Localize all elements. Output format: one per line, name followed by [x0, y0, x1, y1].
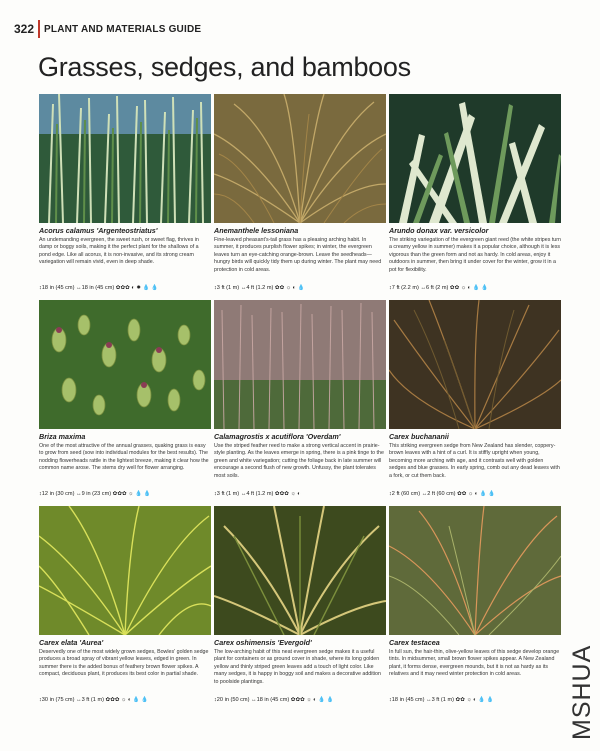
plant-description: This striking evergreen sedge from New Zealand has slender, coppery-brown leaves with a hint of a curl. It is stiffly upright when young, becoming more arching with age, and it contrasts well with golden sedges and blue grasses. In early spring, comb out any dead leaves with a fork, or cut them back. — [389, 442, 560, 479]
section-title: PLANT AND MATERIALS GUIDE — [44, 23, 202, 35]
plant-size-and-care: ↕3 ft (1 m) ↔4 ft (1.2 m) ✿✿ ☼ ◐ 💧 — [214, 284, 305, 291]
plant-card — [39, 94, 211, 292]
plant-size-and-care: ↕30 in (75 cm) ↔3 ft (1 m) ✿✿✿ ☼ ◐ 💧 💧 — [39, 696, 149, 703]
plant-name: Acorus calamus 'Argenteostriatus' — [39, 226, 158, 235]
plant-photo-briza — [39, 300, 211, 429]
plant-card — [214, 506, 386, 704]
plant-description: In full sun, the hair-thin, olive-yellow leaves of this sedge develop orange tints. In midsummer, small brown flower spikes appear. A New Zealand plant, it forms dense, evergreen mounds, but it is not as hardy as its relatives and it may need winter protection in cold areas. — [389, 648, 560, 678]
plant-photo-carex-elata — [39, 506, 211, 635]
plant-description: An undemanding evergreen, the sweet rush, or sweet flag, thrives in damp or boggy soils, making it the perfect plant for the shallows of a pond edge. Like all acorus, it is non-invasive, and its strong cream variegation will remain vivid, even in deep shade. — [39, 236, 199, 266]
plant-name: Carex testacea — [389, 638, 440, 647]
plant-name: Carex oshimensis 'Evergold' — [214, 638, 312, 647]
plant-card — [39, 300, 211, 498]
plant-size-and-care: ↕12 in (30 cm) ↔9 in (23 cm) ✿✿✿ ☼ 💧 💧 — [39, 490, 151, 497]
page-title: Grasses, sedges, and bamboos — [38, 52, 411, 82]
plant-card — [39, 506, 211, 704]
plant-description: Use the striped feather reed to make a strong vertical accent in prairie-style planting. As the leaves emerge in spring, there is a pink tinge to the green and white variegation; cutting the foliage back in late summer will encourage a second flush of new growth. Unfussy, the plant tolerates most soils. — [214, 442, 384, 479]
page-number: 322 — [14, 22, 35, 36]
plant-size-and-care: ↕18 in (45 cm) ↔3 ft (1 m) ✿✿ ☼ ◐ 💧 💧 — [389, 696, 494, 703]
watermark-text: MSHUA — [568, 644, 596, 740]
plant-size-and-care: ↕7 ft (2.2 m) ↔6 ft (2 m) ✿✿ ☼ ◐ 💧 💧 — [389, 284, 488, 291]
plant-card — [214, 94, 386, 292]
plant-description: Fine-leaved pheasant's-tail grass has a pleasing arching habit. In summer, it produces purplish flower spikes; in winter, the evergreen leaves turn an eye-catching orange-brown. Leave the seedheads—hungry birds will quickly tidy them up during winter. The plant may need protection in cold areas. — [214, 236, 382, 273]
plant-size-and-care: ↕20 in (50 cm) ↔18 in (45 cm) ✿✿✿ ☼ ◐ 💧 💧 — [214, 696, 334, 703]
plant-size-and-care: ↕2 ft (60 cm) ↔2 ft (60 cm) ✿✿ ☼ ◐ 💧 💧 — [389, 490, 496, 497]
plant-photo-acorus — [39, 94, 211, 223]
plant-photo-anemanthele — [214, 94, 386, 223]
plant-size-and-care: ↕18 in (45 cm) ↔18 in (45 cm) ✿✿✿ ◐ ✹ 💧 💧 — [39, 284, 159, 291]
plant-name: Calamagrostis x acutiflora 'Overdam' — [214, 432, 341, 441]
plant-description: The low-arching habit of this neat evergreen sedge makes it a useful plant for containers or as ground cover in shade, where its long golden yellow and thinly striped green leaves add a touch of light color. Like many sedges, it is happy in boggy soil and makes a decorative addition to poolside plantings. — [214, 648, 381, 685]
plant-description: The striking variegation of the evergreen giant reed (the white stripes turn a creamy yellow in summer) makes it a popular choice, although it is less vigorous than the green form and not as hardy. In cold areas, enjoy it outdoors in summer, then bring it under cover for the winter, grow it in a pot for flexibility. — [389, 236, 561, 273]
plant-photo-carex-buchananii — [389, 300, 561, 429]
plant-photo-arundo — [389, 94, 561, 223]
plant-description: One of the most attractive of the annual grasses, quaking grass is easy to grow from seed (sow into individual modules for the best results). The nodding flowerheads rattle in the lightest breeze, making it clear how the common name arose. The stems dry well for flower arranging. — [39, 442, 209, 472]
plant-card — [389, 506, 561, 704]
plant-card — [214, 300, 386, 498]
plant-name: Anemanthele lessoniana — [214, 226, 299, 235]
plant-photo-calamagrostis — [214, 300, 386, 429]
plant-photo-carex-oshimensis — [214, 506, 386, 635]
watermark — [562, 600, 600, 746]
plant-size-and-care: ↕3 ft (1 m) ↔4 ft (1.2 m) ✿✿✿ ☼ ◐ — [214, 490, 301, 497]
page-header — [14, 20, 201, 38]
plant-name: Carex elata 'Aurea' — [39, 638, 104, 647]
header-divider — [38, 20, 40, 38]
plant-description: Deservedly one of the most widely grown sedges, Bowles' golden sedge produces a broad spray of vibrant yellow leaves, edged in green. In summer there is the added bonus of feathery brown flower spikes. A compact, deciduous plant, it produces its best color in partial shade. — [39, 648, 209, 678]
plant-name: Briza maxima — [39, 432, 86, 441]
plant-name: Arundo donax var. versicolor — [389, 226, 489, 235]
plant-card — [389, 300, 561, 498]
plant-name: Carex buchananii — [389, 432, 449, 441]
plant-card — [389, 94, 561, 292]
plant-photo-carex-testacea — [389, 506, 561, 635]
